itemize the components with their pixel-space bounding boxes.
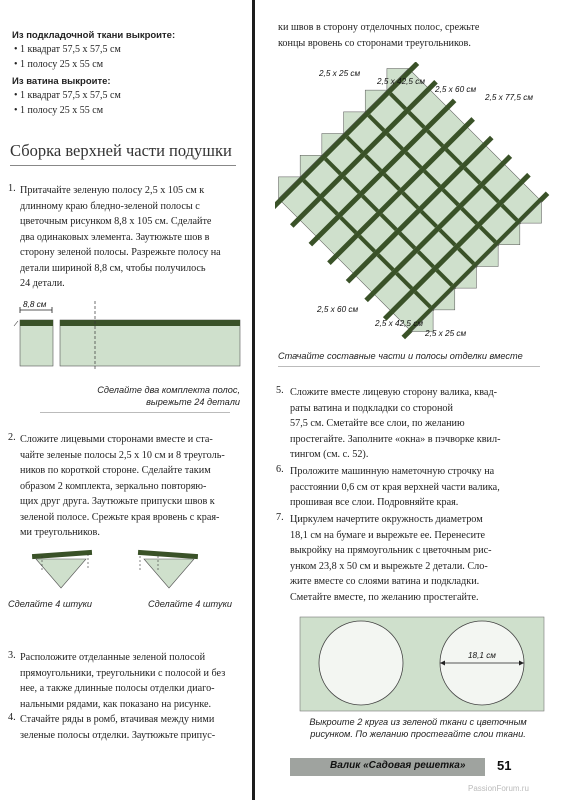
fig2-caption-right: Сделайте 4 штуки	[148, 599, 233, 609]
strip-set-figure	[10, 296, 250, 376]
footer-title: Валик «Садовая решетка»	[330, 760, 466, 771]
step-1-number: 1.	[8, 183, 16, 194]
step-7-number: 7.	[276, 512, 284, 523]
strip-width-label: 8,8 см	[23, 300, 47, 309]
diameter-label: 18,1 см	[468, 651, 496, 660]
bottom-label-2: 2,5 х 42,5 см	[375, 319, 423, 328]
fig3-rule	[278, 366, 540, 367]
fig2-caption-left: Сделайте 4 штуки	[8, 599, 93, 609]
section-title: Сборка верхней части подушки	[10, 141, 232, 160]
step-4-number: 4.	[8, 712, 16, 723]
page-number: 51	[497, 758, 512, 773]
top-label-1: 2,5 х 25 см	[319, 69, 361, 78]
lining-item-2: • 1 полосу 25 х 55 см	[14, 59, 104, 70]
batting-item-1: • 1 квадрат 57,5 х 57,5 см	[14, 90, 121, 101]
top-label-2: 2,5 х 42,5 см	[377, 77, 425, 86]
batting-item-2: • 1 полосу 25 х 55 см	[14, 105, 104, 116]
top-label-3: 2,5 х 60 см	[435, 85, 477, 94]
watermark: PassionForum.ru	[468, 784, 529, 793]
step-6-number: 6.	[276, 464, 284, 475]
fig4-caption: Выкроите 2 круга из зеленой ткани с цветочным рисунком. По желанию простегайте слои ткани.	[309, 717, 527, 739]
step-6-text: Проложите машинную наметочную строчку на расстоянии 0,6 см от края верхней части валика, прошивая все слои. Подровняйте края.	[290, 466, 500, 508]
step-4-text: Стачайте ряды в ромб, втачивая между ними зеленые полосы отделки. Заутюжьте припус-	[20, 714, 216, 741]
triangle-units-figure	[30, 548, 230, 598]
step-3-number: 3.	[8, 650, 16, 661]
step-5-number: 5.	[276, 385, 284, 396]
bottom-label-3: 2,5 х 25 см	[425, 329, 467, 338]
step-3-text: Расположите отделанные зеленой полосой прямоугольники, треугольники с полосой и без нее, а также длинные полосы отделки диаго- нальными рядами, как показано на рисунке.	[20, 652, 226, 710]
step-5-text: Сложите вместе лицевую сторону валика, квад- раты ватина и подкладки со стороной 57,5 см. Сметайте все слои, по желанию простегайте. Заполните «окна» в пэчворке квил- тингом (см. с. 52).	[290, 387, 501, 460]
fig1-rule	[40, 412, 230, 413]
step-2-number: 2.	[8, 432, 16, 443]
lining-title: Из подкладочной ткани выкроите:	[12, 30, 176, 41]
batting-title: Из ватина выкроите:	[12, 76, 111, 87]
step-7-text: Циркулем начертите окружность диаметром 18,1 см на бумаге и вырежьте ее. Перенесите выкройку на прямоугольник с цветочным рис- унком 23,8 х 50 см и вырежьте 2 детали. Сло- жите вместе со слоями ватина и подкладки. Сметайте вместе, по желанию простегайте.	[290, 514, 492, 603]
triangle-unit-right	[138, 550, 198, 588]
bottom-label-1: 2,5 х 60 см	[317, 305, 359, 314]
circle-template-figure	[298, 615, 548, 715]
triangle-unit-left	[32, 550, 92, 588]
lattice-assembly-figure	[275, 62, 560, 347]
fig1-caption: Сделайте два комплекта полос, вырежьте 24 детали	[97, 385, 240, 407]
heading-underline	[10, 165, 236, 166]
step-4-continued: ки швов в сторону отделочных полос, срежьте концы вровень со сторонами треугольников.	[278, 22, 480, 49]
top-label-4: 2,5 х 77,5 см	[485, 93, 533, 102]
step-2-text: Сложите лицевыми сторонами вместе и ста- чайте зеленые полосы 2,5 х 10 см и 8 треуголь- ников по короткой стороне. Сделайте таким образом 2 комплекта, зеркально повторяю- щих друг друга. Заутюжьте припуски швов к зеленой полосе. Срежьте края вровень с края- ми треугольников.	[20, 434, 225, 538]
fig3-caption: Стачайте составные части и полосы отделки вместе	[278, 351, 523, 361]
step-1-text: Притачайте зеленую полосу 2,5 х 105 см к длинному краю бледно-зеленой полосы с цветочным рисунком 8,8 х 105 см. Сделайте два одинаковых элемента. Заутюжьте шов в сторону зеленой полосы. Разрежьте полосу на детали шириной 8,8 см, чтобы получилось 24 детали.	[20, 185, 221, 289]
lining-item-1: • 1 квадрат 57,5 х 57,5 см	[14, 44, 121, 55]
column-divider	[252, 0, 255, 800]
